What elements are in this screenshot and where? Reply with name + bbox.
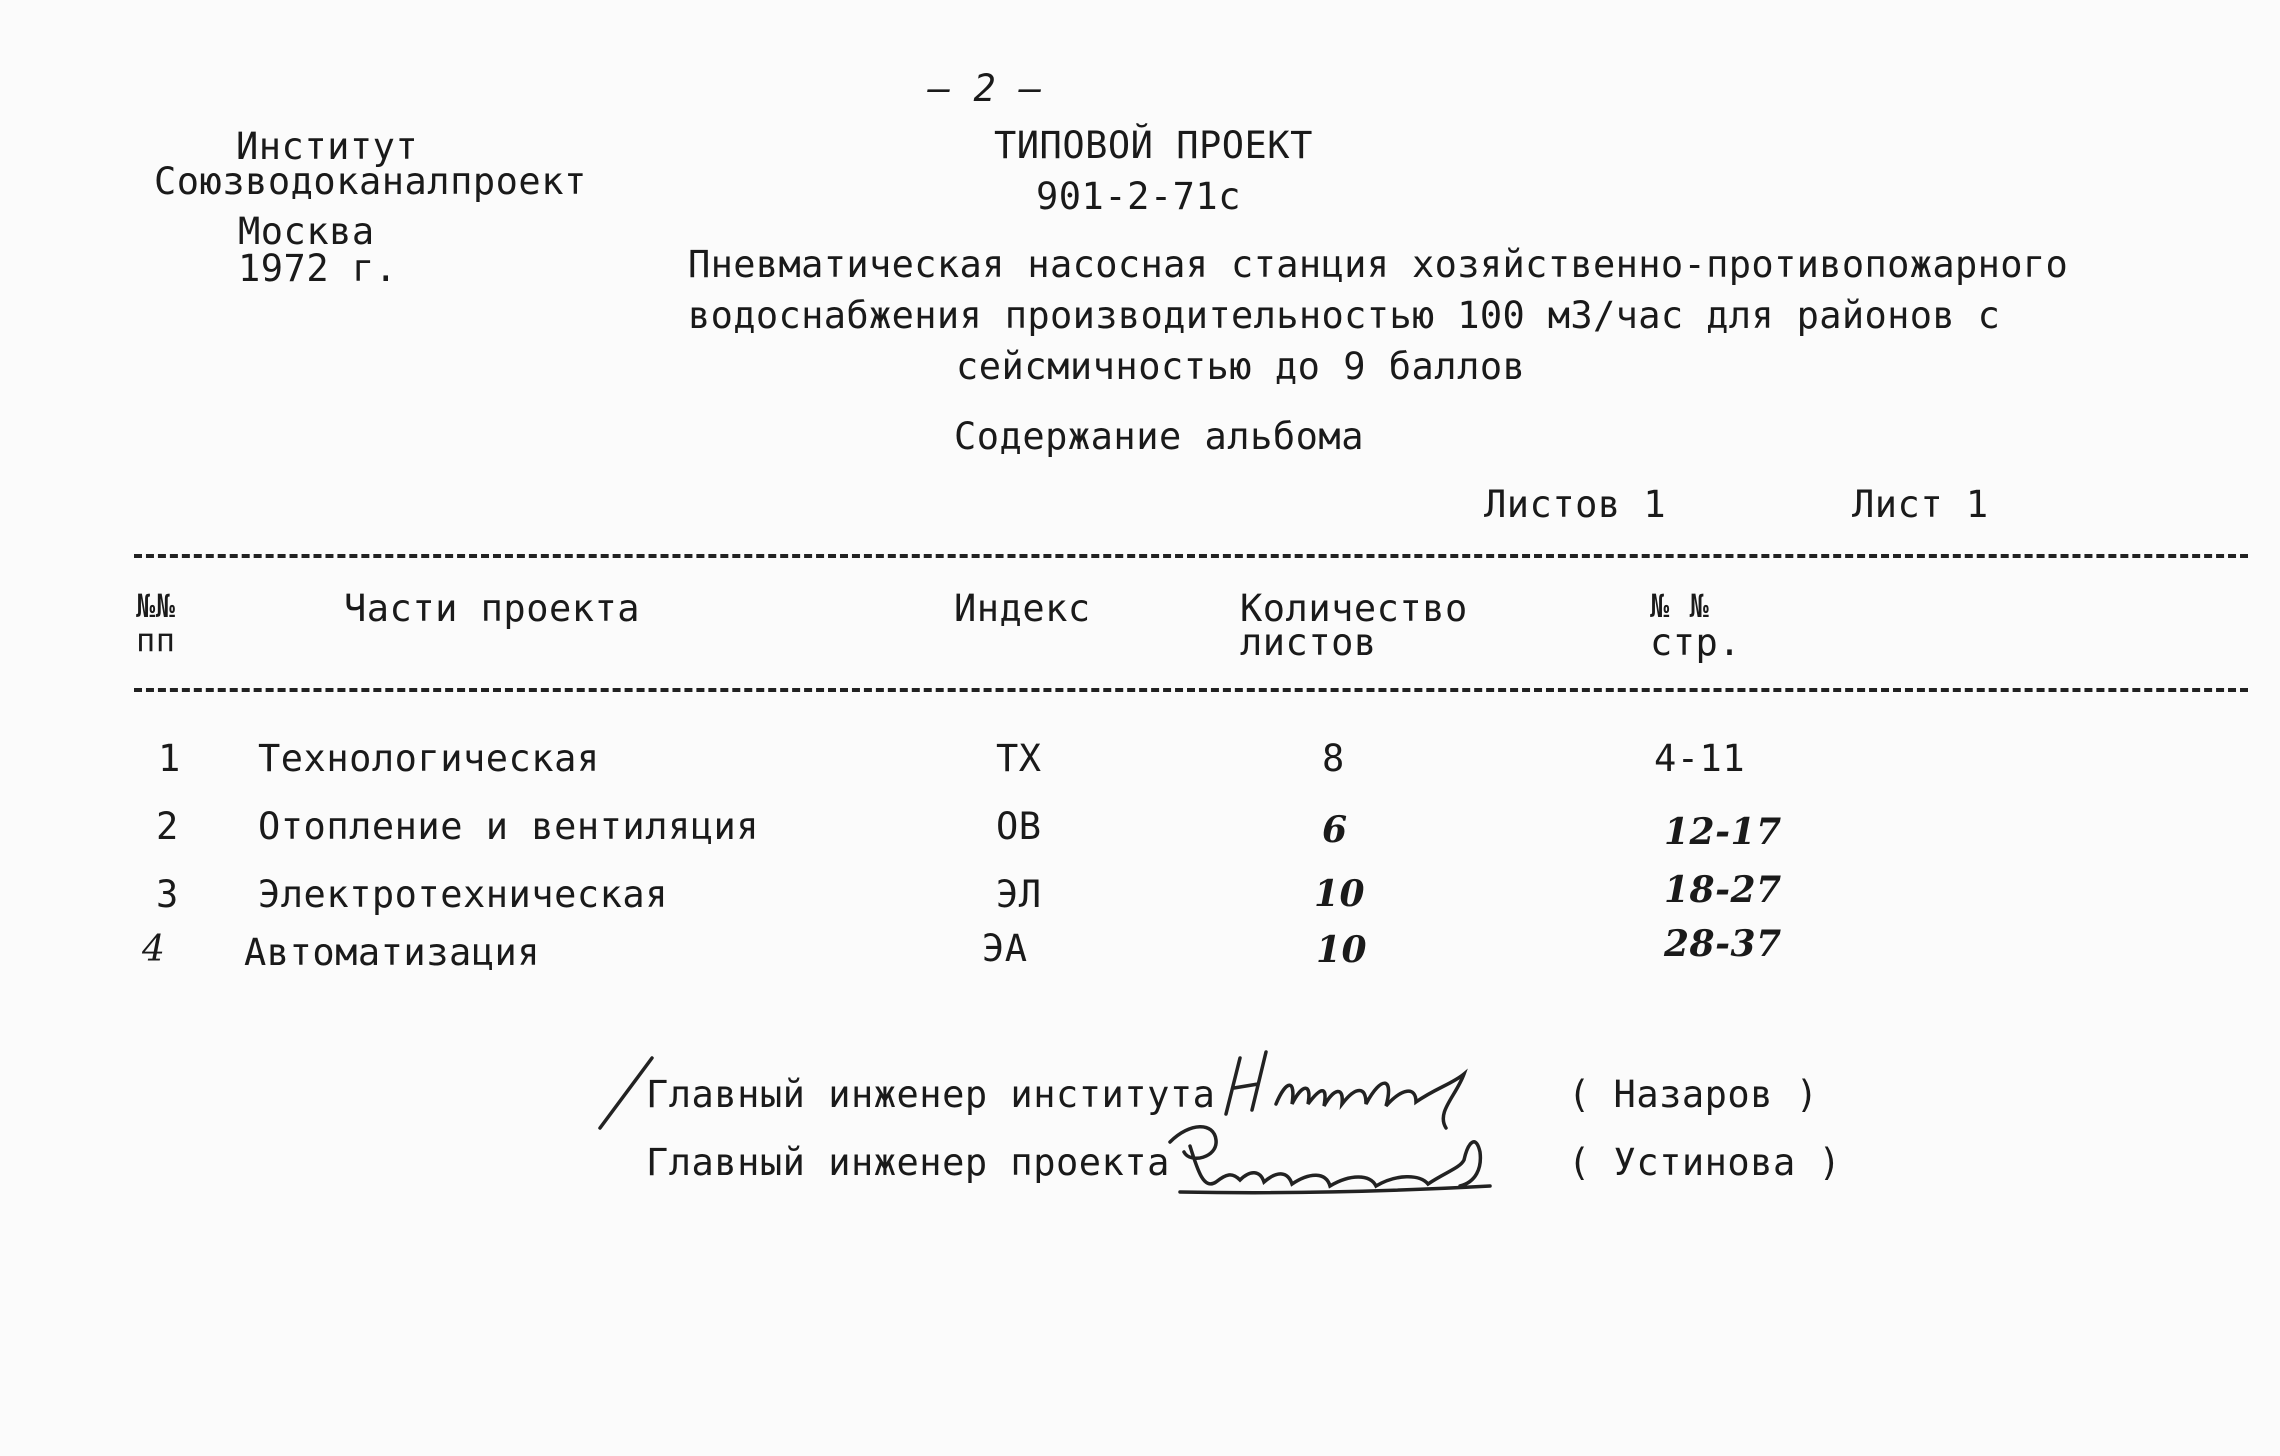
row-index: ТХ — [996, 737, 1042, 780]
row-pages: 18-27 — [1664, 869, 1782, 911]
row-count: 10 — [1314, 873, 1366, 915]
row-part: Отопление и вентиляция — [258, 805, 760, 848]
row-num: 4 — [142, 929, 166, 970]
header-num-line-2: пп — [136, 621, 176, 659]
row-num: 3 — [156, 873, 179, 916]
row-pages: 12-17 — [1664, 811, 1782, 853]
row-part: Технологическая — [258, 737, 600, 780]
row-part: Электротехническая — [258, 873, 668, 916]
header-index: Индекс — [954, 587, 1091, 630]
header-pages-line-1: № № — [1650, 587, 1710, 625]
row-count: 10 — [1316, 929, 1368, 971]
contents-title: Содержание альбома — [954, 415, 1364, 458]
signature-role-institute: Главный инженер института — [646, 1073, 1216, 1116]
header-count-line-2: листов — [1240, 621, 1377, 664]
signature-role-project: Главный инженер проекта — [646, 1141, 1170, 1184]
row-num: 2 — [156, 805, 179, 848]
institute-year: 1972 г. — [238, 247, 398, 290]
header-pages-line-2: стр. — [1650, 621, 1742, 664]
signature-name-project: ( Устинова ) — [1568, 1141, 1842, 1184]
header-part: Части проекта — [344, 587, 641, 630]
header-num-line-1: №№ — [136, 587, 176, 625]
table-header-rule — [134, 688, 2248, 692]
sheet-current: Лист 1 — [1852, 483, 1989, 526]
signature-ustinova — [1160, 1112, 1520, 1212]
signature-name-institute: ( Назаров ) — [1568, 1073, 1819, 1116]
project-description-line-3: сейсмичностью до 9 баллов — [956, 345, 1526, 388]
row-num: 1 — [158, 737, 181, 780]
row-index: ЭА — [982, 927, 1028, 970]
project-description-line-2: водоснабжения производительностью 100 м3/час для районов с — [688, 294, 2001, 337]
project-description-line-1: Пневматическая насосная станция хозяйственно-противопожарного — [688, 243, 2069, 286]
row-count: 8 — [1322, 737, 1345, 780]
project-code: 901-2-71с — [1036, 175, 1241, 218]
row-part: Автоматизация — [244, 931, 541, 974]
page-number: — 2 — — [928, 67, 1042, 110]
row-count: 6 — [1322, 809, 1348, 851]
row-pages: 4-11 — [1654, 737, 1746, 780]
institute-city: Москва — [238, 210, 375, 253]
sheets-total: Листов 1 — [1484, 483, 1667, 526]
institute-label: Институт — [236, 125, 419, 168]
institute-name: Союзводоканалпроект — [154, 160, 587, 203]
row-index: ЭЛ — [996, 873, 1042, 916]
table-top-rule — [134, 554, 2248, 558]
row-pages: 28-37 — [1664, 923, 1782, 965]
row-index: ОВ — [996, 805, 1042, 848]
header-count-line-1: Количество — [1240, 587, 1468, 630]
project-type: ТИПОВОЙ ПРОЕКТ — [994, 124, 1313, 167]
